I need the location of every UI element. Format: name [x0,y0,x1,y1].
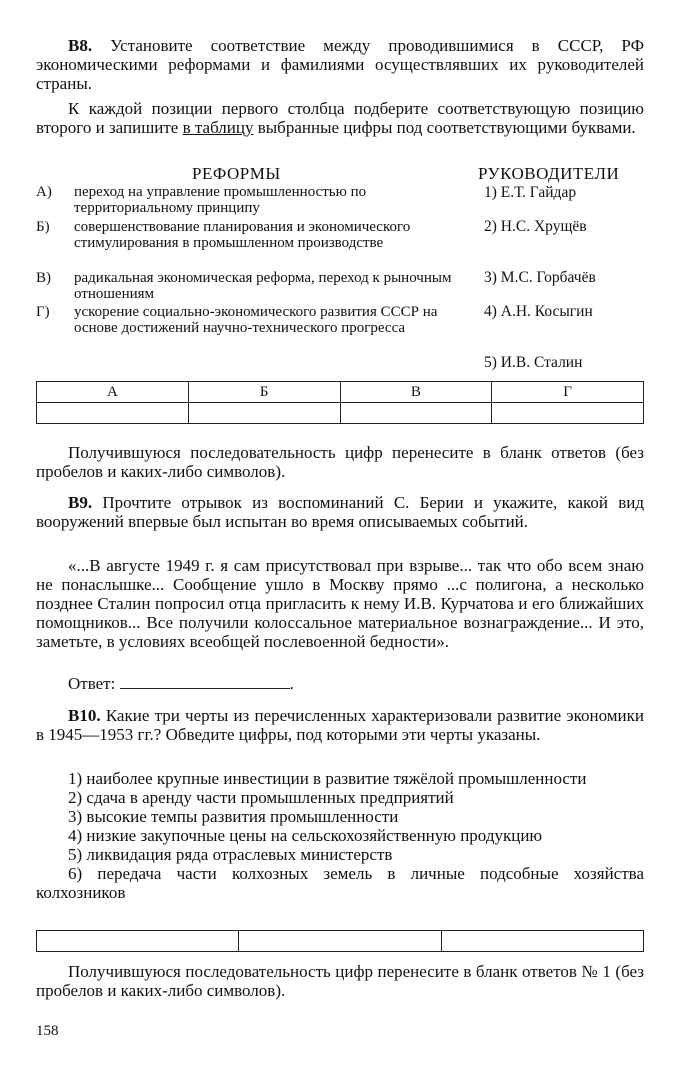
leader-num: 3) [484,269,497,286]
b8-instruction-text: К каждой позиции первого столбца подберите соответствующую позицию второго и запишите [36,99,644,137]
b10-answer-table [36,930,644,952]
reform-text: переход на управление промышленностью по территориальному принципу [74,184,367,216]
answer-cell[interactable] [340,403,492,424]
option-item[interactable]: 2) сдача в аренду части промышленных предприятий [68,788,454,807]
reform-text: радикальная экономическая реформа, переход к рыночным отношениям [74,270,452,302]
answer-label: Ответ: [68,674,116,693]
answer-end: . [289,674,294,693]
b9-quote-text: «...В августе 1949 г. я сам присутствовал при взрыве... так что обо всем знаю не понаслышке... Сообщение ушло в Москву прямо ...с полигона, а несколько позднее Сталин попросил отца пригласить к нему И.В. Курчатова и его ближайших помощников... Все получили колоссальное материальное вознаграждение... И это, заметьте, в условиях всеобщей послевоенной бедности». [36,556,644,651]
leader-item [484,185,576,201]
leaders-column-title: РУКОВОДИТЕЛИ [478,164,620,183]
option-item[interactable]: 3) высокие темпы развития промышленности [68,807,399,826]
reform-letter: Г) [36,304,50,320]
b9-question [36,493,644,531]
b8-transfer-text: Получившуюся последовательность цифр перенесите в бланк ответов (без пробелов и каких-либо символов). [36,443,644,481]
option-item[interactable]: 4) низкие закупочные цены на сельскохозяйственную продукцию [68,826,543,845]
leader-name: М.С. Горбачёв [500,269,596,286]
leader-item [484,355,582,371]
b8-question-text: Установите соответствие между проводившимися в СССР, РФ экономическими реформами и фамилиями осуществлявших их руководителей страны. [36,36,645,93]
b8-transfer-note [36,443,644,481]
table-header-cell: Г [492,382,644,403]
leader-num: 5) [484,354,497,371]
table-header-cell: Б [188,382,340,403]
answer-cell[interactable] [37,931,239,952]
reform-letter: В) [36,270,51,286]
b10-question [36,706,644,744]
answer-line[interactable] [120,674,290,689]
answer-cell[interactable] [239,931,441,952]
b9-question-text: Прочтите отрывок из воспоминаний С. Берии и укажите, какой вид вооружений впервые был испытан во время описываемых событий. [36,493,644,531]
leader-name: Н.С. Хрущёв [500,218,587,235]
b10-transfer-text: Получившуюся последовательность цифр перенесите в бланк ответов № 1 (без пробелов и каких-либо символов). [36,962,644,1000]
reform-item [36,304,456,336]
answer-cell[interactable] [188,403,340,424]
leader-num: 2) [484,218,497,235]
reform-item [36,184,456,216]
b10-label: В10. [68,706,101,725]
b10-question-text: Какие три черты из перечисленных характеризовали развитие экономики в 1945—1953 гг.? Обведите цифры, под которыми эти черты указаны. [36,706,645,744]
b8-instruction [36,99,644,137]
option-item[interactable]: 5) ликвидация ряда отраслевых министерств [68,845,393,864]
reform-text: ускорение социально-экономического развития СССР на основе достижений научно-технического прогресса [74,304,438,336]
option-item[interactable]: 6) передача части колхозных земель в личные подсобные хозяйства колхозников [36,864,644,902]
reform-item [36,270,456,302]
table-header-cell: А [37,382,189,403]
answer-cell[interactable] [441,931,643,952]
page-number: 158 [36,1023,59,1039]
leader-item [484,270,596,286]
leader-num: 4) [484,303,497,320]
leader-item [484,304,593,320]
b9-quote [36,556,644,651]
option-item[interactable]: 1) наиболее крупные инвестиции в развитие тяжёлой промышленности [68,769,587,788]
b8-instruction-underlined: в таблицу [182,118,254,137]
reforms-column-title: РЕФОРМЫ [192,164,281,183]
b9-label: В9. [68,493,93,512]
b10-options [36,769,644,902]
b9-answer [68,674,294,693]
b8-question [36,36,644,93]
table-header-cell: В [340,382,492,403]
answer-cell[interactable] [37,403,189,424]
leader-num: 1) [484,184,497,201]
b8-answer-table [36,381,644,424]
reform-item [36,219,456,251]
leader-name: А.Н. Косыгин [500,303,593,320]
b8-label: В8. [68,36,93,55]
leader-name: Е.Т. Гайдар [500,184,577,201]
reform-text: совершенствование планирования и экономического стимулирования в промышленном производстве [74,219,411,251]
leader-name: И.В. Сталин [500,354,583,371]
reform-letter: Б) [36,219,50,235]
reform-letter: А) [36,184,52,200]
b10-transfer-note [36,962,644,1000]
b8-instruction-tail: выбранные цифры под соответствующими буквами. [253,118,636,137]
answer-cell[interactable] [492,403,644,424]
leader-item [484,219,587,235]
